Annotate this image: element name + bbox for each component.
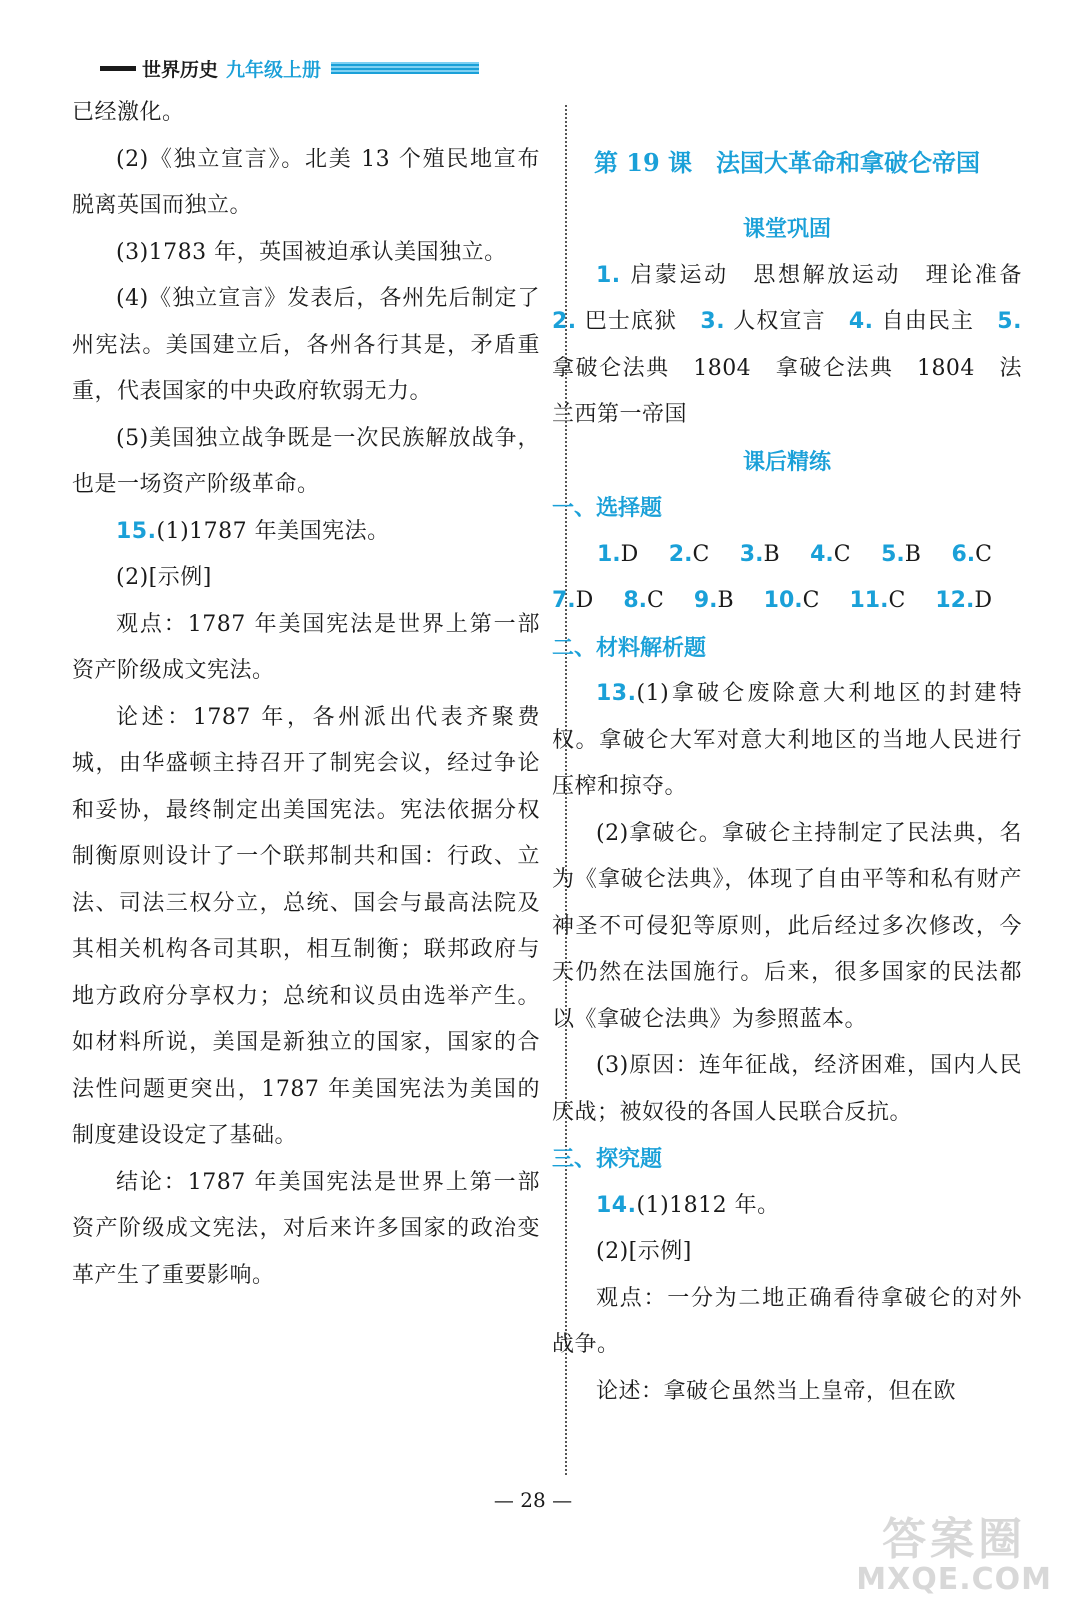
choice-answer: D bbox=[974, 588, 992, 613]
choice-item bbox=[951, 532, 992, 579]
right-paragraph-2: (2)拿破仑。拿破仑主持制定了民法典，名为《拿破仑法典》，体现了自由平等和私有财产神圣不可侵犯等原则，此后经过多次修改，今天仍然在法国施行。后来，很多国家的民法都以《拿破仑法典》为参照蓝本。 bbox=[552, 820, 1022, 1032]
right-paragraph-6: 论述：拿破仑虽然当上皇帝，但在欧 bbox=[596, 1378, 957, 1404]
k2-number: 2. bbox=[552, 309, 577, 334]
choice-answer: C bbox=[692, 541, 710, 567]
question-15 bbox=[72, 509, 540, 556]
choice-item bbox=[764, 578, 820, 625]
question-14 bbox=[552, 1183, 1022, 1230]
left-paragraph-1: 已经激化。 bbox=[72, 100, 185, 125]
k5-text: 拿破仑法典 1804 拿破仑法典 1804 法兰西第一帝国 bbox=[552, 355, 1022, 427]
right-paragraph-4: (2)[示例] bbox=[596, 1239, 692, 1264]
choice-item bbox=[810, 532, 851, 579]
choice-number: 4. bbox=[810, 541, 834, 567]
header-decorative-bar bbox=[331, 62, 479, 74]
choice-number: 10. bbox=[763, 588, 803, 613]
header-left-bar bbox=[100, 66, 136, 71]
choice-answer: B bbox=[763, 541, 780, 567]
question-15-number: 15. bbox=[116, 518, 157, 544]
question-13-number: 13. bbox=[596, 681, 637, 706]
choice-answer: C bbox=[975, 541, 992, 567]
left-paragraph-4: (4)《独立宣言》发表后，各州先后制定了州宪法。美国建立后，各州各行其是，矛盾重重，代表国家的中央政府软弱无力。 bbox=[72, 286, 540, 404]
part-title-inquiry: 三、探究题 bbox=[552, 1146, 663, 1172]
question-13 bbox=[552, 671, 1022, 811]
part-title-choice: 一、选择题 bbox=[552, 495, 663, 521]
choice-answer: C bbox=[802, 588, 820, 613]
section-title-practice: 课后精练 bbox=[742, 448, 831, 475]
right-paragraph-5: 观点：一分为二地正确看待拿破仑的对外战争。 bbox=[552, 1285, 1022, 1357]
left-paragraph-2: (2)《独立宣言》。北美 13 个殖民地宣布脱离英国而独立。 bbox=[72, 146, 540, 218]
watermark-logo bbox=[856, 1516, 1052, 1596]
header-subject: 世界历史 bbox=[142, 58, 219, 81]
choice-number: 7. bbox=[552, 588, 576, 613]
watermark-bottom-text: MXQE.COM bbox=[856, 1562, 1052, 1597]
choice-number: 1. bbox=[597, 541, 621, 567]
header-grade: 九年级上册 bbox=[226, 58, 322, 81]
k5-number: 5. bbox=[997, 309, 1022, 334]
part-title-material: 二、材料解析题 bbox=[552, 634, 707, 661]
choice-number: 8. bbox=[623, 588, 647, 613]
choice-answer: B bbox=[904, 541, 921, 567]
left-paragraph-7: 观点：1787 年美国宪法是世界上第一部资产阶级成文宪法。 bbox=[72, 611, 540, 683]
choice-number: 6. bbox=[951, 541, 976, 567]
choice-answers-row-2 bbox=[552, 578, 1022, 625]
question-14-number: 14. bbox=[596, 1192, 637, 1218]
question-15-text: (1)1787 年美国宪法。 bbox=[156, 518, 390, 544]
right-paragraph-3: (3)原因：连年征战，经济困难，国内人民厌战；被奴役的各国人民联合反抗。 bbox=[552, 1053, 1022, 1125]
choice-answer: C bbox=[646, 588, 664, 613]
choice-number: 2. bbox=[668, 541, 693, 567]
left-paragraph-9: 结论：1787 年美国宪法是世界上第一部资产阶级成文宪法，对后来许多国家的政治变革产生了重要影响。 bbox=[72, 1169, 540, 1288]
left-paragraph-6: (2)[示例] bbox=[116, 565, 212, 590]
choice-item bbox=[881, 532, 921, 579]
k4-number: 4. bbox=[848, 309, 874, 334]
choice-answer: C bbox=[888, 588, 906, 613]
choice-number: 3. bbox=[739, 541, 764, 567]
choice-item bbox=[597, 532, 638, 579]
choice-item bbox=[694, 578, 734, 625]
choice-number: 11. bbox=[849, 588, 889, 613]
choice-answer: B bbox=[717, 588, 734, 613]
running-header bbox=[100, 52, 479, 84]
watermark-top-text: 答案圈 bbox=[882, 1514, 1027, 1565]
choice-item bbox=[623, 578, 664, 625]
left-column bbox=[72, 90, 540, 1299]
question-13-text: (1)拿破仑废除意大利地区的封建特权。拿破仑大军对意大利地区的当地人民进行压榨和掠夺。 bbox=[552, 681, 1022, 799]
choice-answers-row-1 bbox=[552, 532, 1022, 579]
choice-number: 9. bbox=[693, 588, 718, 613]
page-number: — 28 — bbox=[493, 1488, 573, 1512]
classroom-answers bbox=[552, 253, 1022, 439]
choice-item bbox=[669, 532, 710, 579]
choice-item bbox=[740, 532, 780, 579]
question-14-text: (1)1812 年。 bbox=[636, 1192, 780, 1218]
k1-text: 启蒙运动 思想解放运动 理论准备 bbox=[630, 262, 1022, 288]
choice-answer: C bbox=[833, 541, 851, 567]
k4-text: 自由民主 bbox=[881, 309, 975, 334]
section-title-classroom: 课堂巩固 bbox=[742, 216, 831, 242]
choice-answer: D bbox=[575, 588, 594, 613]
choice-answer: D bbox=[620, 541, 639, 567]
left-paragraph-3: (3)1783 年，英国被迫承认美国独立。 bbox=[116, 239, 507, 265]
choice-item bbox=[935, 578, 992, 625]
left-paragraph-8: 论述：1787 年，各州派出代表齐聚费城，由华盛顿主持召开了制宪会议，经过争论和妥协，最终制定出美国宪法。宪法依据分权制衡原则设计了一个联邦制共和国：行政、立法、司法三权分立，总统、国会与最高法院及其相关机构各司其职，相互制衡；联邦政府与地方政府分享权力；总统和议员由选举产生。如材料所说，美国是新独立的国家，国家的合法性问题更突出，1787 年美国宪法为美国的制度建设设定了基础。 bbox=[72, 704, 540, 1148]
choice-number: 5. bbox=[881, 541, 905, 567]
right-column bbox=[552, 90, 1022, 1415]
k3-number: 3. bbox=[700, 309, 726, 334]
choice-item bbox=[552, 578, 593, 625]
k1-number: 1. bbox=[596, 262, 621, 288]
choice-number: 12. bbox=[935, 588, 975, 613]
k3-text: 人权宣言 bbox=[733, 309, 826, 334]
k2-text: 巴士底狱 bbox=[584, 309, 678, 334]
left-paragraph-5: (5)美国独立战争既是一次民族解放战争，也是一场资产阶级革命。 bbox=[72, 425, 540, 497]
lesson-title: 第 19 课 法国大革命和拿破仑帝国 bbox=[593, 148, 981, 177]
choice-item bbox=[850, 578, 906, 625]
